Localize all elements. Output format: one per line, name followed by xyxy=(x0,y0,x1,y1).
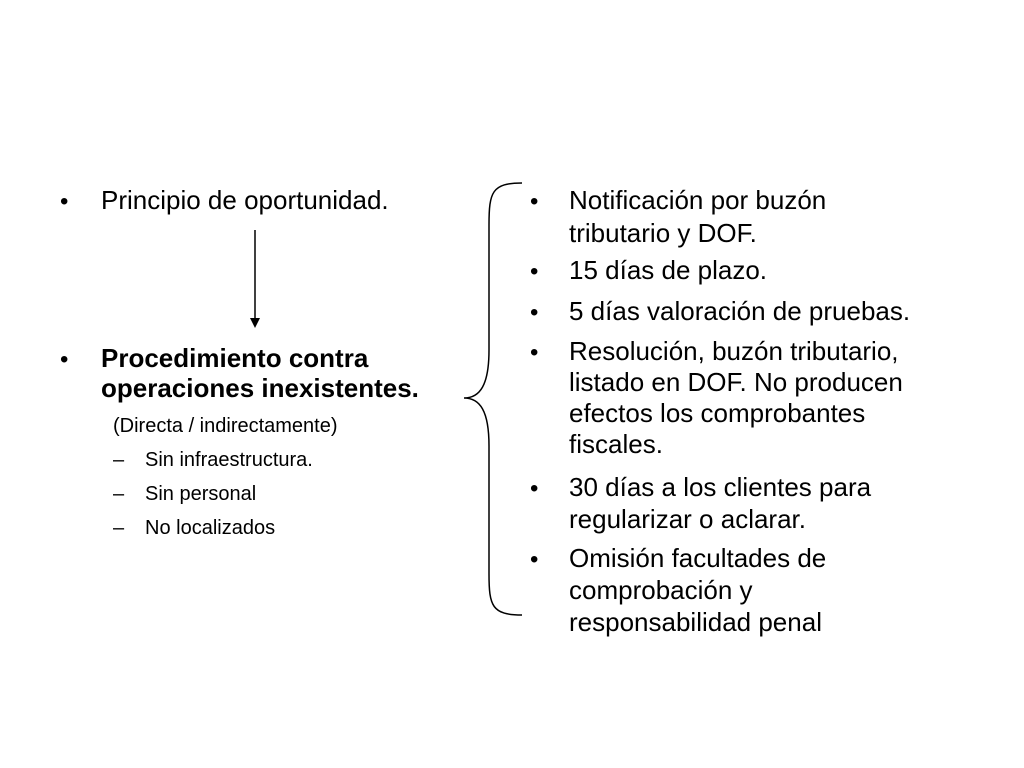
omision-line-1: Omisión facultades de xyxy=(569,543,827,573)
5-dias-text: 5 días valoración de pruebas. xyxy=(569,296,911,326)
resolucion-line-4: fiscales. xyxy=(569,429,663,459)
bullet-15-dias: • xyxy=(530,258,539,285)
30-dias-line-1: 30 días a los clientes para xyxy=(569,472,872,502)
notificacion-line-2: tributario y DOF. xyxy=(569,218,757,248)
procedimiento-line-1: Procedimiento contra xyxy=(101,343,369,373)
no-localizados-text: No localizados xyxy=(145,517,276,539)
dash-sin-infraestructura: – xyxy=(113,449,125,471)
bullet-omision: • xyxy=(530,546,539,573)
sin-personal-text: Sin personal xyxy=(145,483,257,505)
resolucion-line-1: Resolución, buzón tributario, xyxy=(569,336,899,366)
curly-brace xyxy=(464,183,522,615)
procedimiento-line-2: operaciones inexistentes. xyxy=(101,373,419,403)
omision-line-2: comprobación y xyxy=(569,575,753,605)
bullet-5-dias: • xyxy=(530,299,539,326)
bullet-procedimiento: • xyxy=(60,346,69,373)
bullet-principio: • xyxy=(60,188,69,215)
dash-no-localizados: – xyxy=(113,517,125,539)
down-arrow-icon xyxy=(250,230,260,328)
principio-oportunidad-text: Principio de oportunidad. xyxy=(101,185,389,215)
omision-line-3: responsabilidad penal xyxy=(569,607,822,637)
bullet-30-dias: • xyxy=(530,475,539,502)
dash-sin-personal: – xyxy=(113,483,125,505)
notificacion-line-1: Notificación por buzón xyxy=(569,185,827,215)
sin-infraestructura-text: Sin infraestructura. xyxy=(145,449,313,471)
15-dias-text: 15 días de plazo. xyxy=(569,255,768,285)
bullet-notificacion: • xyxy=(530,188,539,215)
resolucion-line-2: listado en DOF. No producen xyxy=(569,367,903,397)
30-dias-line-2: regularizar o aclarar. xyxy=(569,504,806,534)
directa-indirectamente-note: (Directa / indirectamente) xyxy=(113,415,338,437)
bullet-resolucion: • xyxy=(530,339,539,366)
resolucion-line-3: efectos los comprobantes xyxy=(569,398,866,428)
